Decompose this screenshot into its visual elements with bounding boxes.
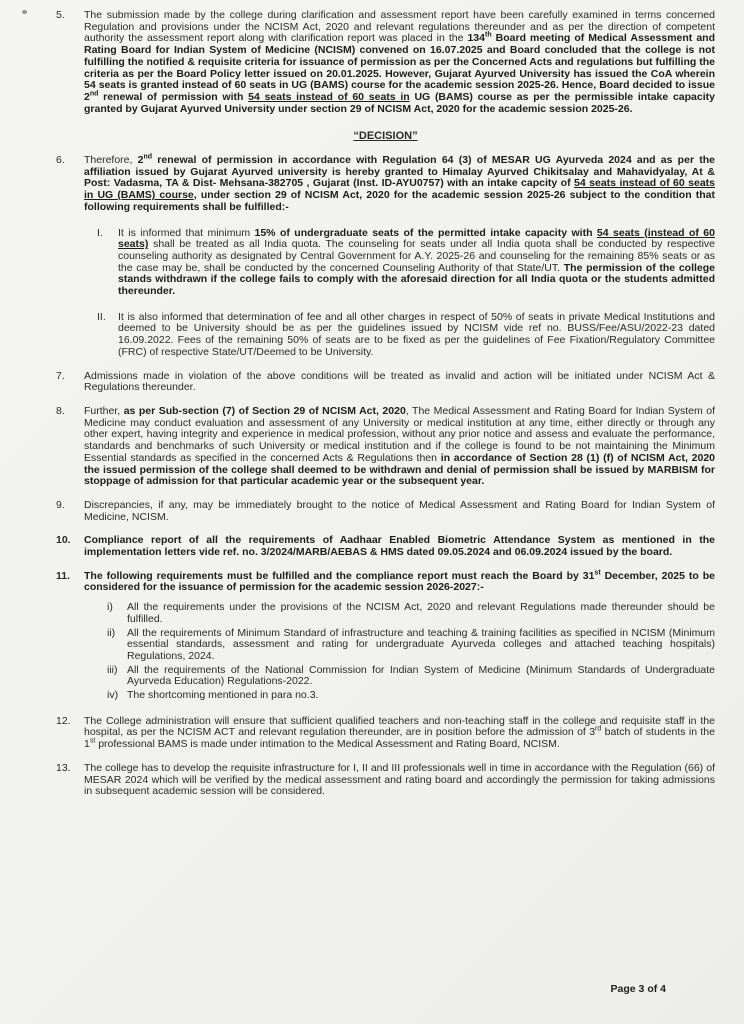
paragraph-I	[97, 228, 715, 298]
paragraph-5	[56, 10, 715, 115]
paragraph-iv	[107, 690, 715, 702]
paragraph-10	[56, 535, 715, 558]
item-text-7: Admissions made in violation of the above conditions will be treated as invalid and action will be initiated under NCISM Act & Regulations thereunder.	[84, 369, 715, 394]
item-number-13: 13.	[56, 761, 71, 774]
item-text-6: Therefore, 2nd renewal of permission in accordance with Regulation 64 (3) of MESAR UG Ayurveda 2024 and as per the affiliation issued by Gujarat Ayurved university is hereby granted to Himalay Ayurved Chikitsalay and Mahavidyalay, At & Post: Vadasma, TA & Dist- Mehsana-382705 , Gujarat (Inst. ID-AYU0757) with an intake capcity of 54 seats instead of 60 seats in UG (BAMS) course, under section 29 of NCISM Act, 2020 for the academic session 2025-26 subject to the condition that following requirements shall be fulfilled:-	[84, 153, 715, 213]
page-number: Page 3 of 4	[610, 983, 666, 996]
paragraph-iii	[107, 665, 715, 688]
item-text-iii: All the requirements of the National Commission for Indian System of Medicine (Minimum Standards of Undergraduate Ayurveda Education) Regulations-2022.	[127, 663, 715, 688]
item-number-i: i)	[107, 601, 113, 614]
paragraph-8	[56, 406, 715, 488]
decision-heading	[56, 131, 715, 143]
item-text-8: Further, as per Sub-section (7) of Section 29 of NCISM Act, 2020, The Medical Assessment and Rating Board for Indian System of Medicine may conduct evaluation and assessment of any University or medical institution at any time, either directly or through any other expert, having integrity and experience in medical profession, without any prior notice and assess and evaluate the performance, standards and benchmarks of such University or medical institution and if the college is found to be not maintaining the Minimum Essential standards as specified in the concerned Acts & Regulations then in accordance of Section 28 (1) (f) of NCISM Act, 2020 the issued permission of the college shall deemed to be withdrawn and denial of permission shall be issued by MARBISM for stoppage of admission for that particular academic year or the subsequent year.	[84, 404, 715, 488]
item-text-12: The College administration will ensure that sufficient qualified teachers and non-teaching staff in the college and requisite staff in the hospital, as per the NCISM ACT and relevant regulation thereunder, are in position before the admission of 3rd batch of students in the 1st professional BAMS is made under intimation to the Medical Assessment and Rating Board, NCISM.	[84, 714, 715, 751]
item-text-iv: The shortcoming mentioned in para no.3.	[127, 689, 319, 702]
item-number-6: 6.	[56, 154, 65, 167]
paragraph-9	[56, 500, 715, 523]
item-text-i: All the requirements under the provisions of the NCISM Act, 2020 and relevant Regulations made thereunder should be fulfilled.	[127, 601, 715, 625]
item-number-9: 9.	[56, 498, 65, 511]
item-number-12: 12.	[56, 714, 71, 727]
item-text-5: The submission made by the college during clarification and assessment report have been carefully examined in terms concerned Regulation and provisions under the NCISM Act, 2020 and relevant regulations thereunder and as per the direction of competent authority the assessment report along with clarification report was placed in the 134th Board meeting of Medical Assessment and Rating Board for Indian System of Medicine (NCISM) convened on 16.07.2025 and Board concluded that the college is not fulfilling the notified & requisite criteria for issuance of permission as per the Concerned Acts and regulations but fulfilling the criteria as per the Board Policy letter issued on 20.01.2025. However, Gujarat Ayurved University has issued the CoA wherein 54 seats is granted instead of 60 seats in UG (BAMS) course for the academic session 2025-26. Hence, Board decided to issue 2nd renewal of permission with 54 seats instead of 60 seats in UG (BAMS) course as per the permissible intake capacity granted by Gujarat Ayurved University under section 29 of NCISM Act, 2020 for the academic session 2025-26.	[84, 9, 715, 115]
item-number-10: 10.	[56, 534, 71, 547]
item-number-11: 11.	[56, 569, 71, 582]
item-number-I: I.	[97, 226, 103, 239]
item-text-13: The college has to develop the requisite infrastructure for I, II and III professionals well in time in accordance with the Regulation (66) of MESAR 2024 which will be verified by the medical assessment and rating board and accordingly the permission for taking admissions in subsequent academic session will be considered.	[84, 761, 715, 798]
document-body	[56, 10, 715, 798]
item-text-10: Compliance report of all the requirements of Aadhaar Enabled Biometric Attendance System as mentioned in the implementation letters vide ref. no. 3/2024/MARB/AEBAS & HMS dated 09.05.2024 and 06.09.2024 issued by the board.	[84, 534, 715, 559]
decision-heading-text: “DECISION”	[353, 130, 418, 143]
item-text-II: It is also informed that determination of fee and all other charges in respect of 50% of seats in private Medical Institutions and deemed to be University should be as per the guidelines issued by NCISM vide ref no. BUSS/Fee/ASU/2022-23 dated 16.09.2022. Fees of the remaining 50% of seats are to be fixed as per the guidelines of Fee Fixation/Regulatory Committee (FRC) of respective State/UT/Deemed to be University.	[118, 310, 715, 358]
item-number-iv: iv)	[107, 689, 119, 702]
item-number-II: II.	[97, 310, 106, 323]
paragraph-6	[56, 155, 715, 214]
item-number-8: 8.	[56, 404, 65, 417]
item-text-11: The following requirements must be fulfilled and the compliance report must reach the Board by 31st December, 2025 to be considered for the issuance of permission for the academic session 2026-2027:-	[84, 569, 715, 594]
paragraph-12	[56, 716, 715, 751]
item-number-iii: iii)	[107, 663, 118, 676]
item-number-7: 7.	[56, 369, 65, 382]
paragraph-II	[97, 312, 715, 359]
paragraph-i	[107, 602, 715, 625]
item-number-5: 5.	[56, 9, 65, 21]
item-text-I: It is informed that minimum 15% of undergraduate seats of the permitted intake capacity with 54 seats (instead of 60 seats) shall be treated as all India quota. The counseling for seats under all India quota shall be conducted by respective counseling authority as designated by Central Government for A.Y. 2025-26 and counseling for the remaining 85% seats or as the case may be, shall be conducted by the concerned Counseling Authority of that State/UT. The permission of the college stands withdrawn if the college fails to comply with the aforesaid direction for all India quota or the students admitted thereunder.	[118, 226, 716, 298]
paragraph-7	[56, 371, 715, 394]
item-number-ii: ii)	[107, 626, 116, 639]
item-text-9: Discrepancies, if any, may be immediately brought to the notice of Medical Assessment and Rating Board for Indian System of Medicine, NCISM.	[84, 498, 715, 523]
paragraph-13	[56, 763, 715, 798]
scan-artifact	[22, 10, 27, 14]
item-text-ii: All the requirements of Minimum Standard of infrastructure and teaching & training facilities as specified in NCISM (Minimum essential standards, assessment and rating for undergraduate Ayurveda colleges and attached teaching hospitals) Regulations, 2024.	[127, 626, 715, 662]
paragraph-ii	[107, 628, 715, 663]
paragraph-11	[56, 571, 715, 594]
